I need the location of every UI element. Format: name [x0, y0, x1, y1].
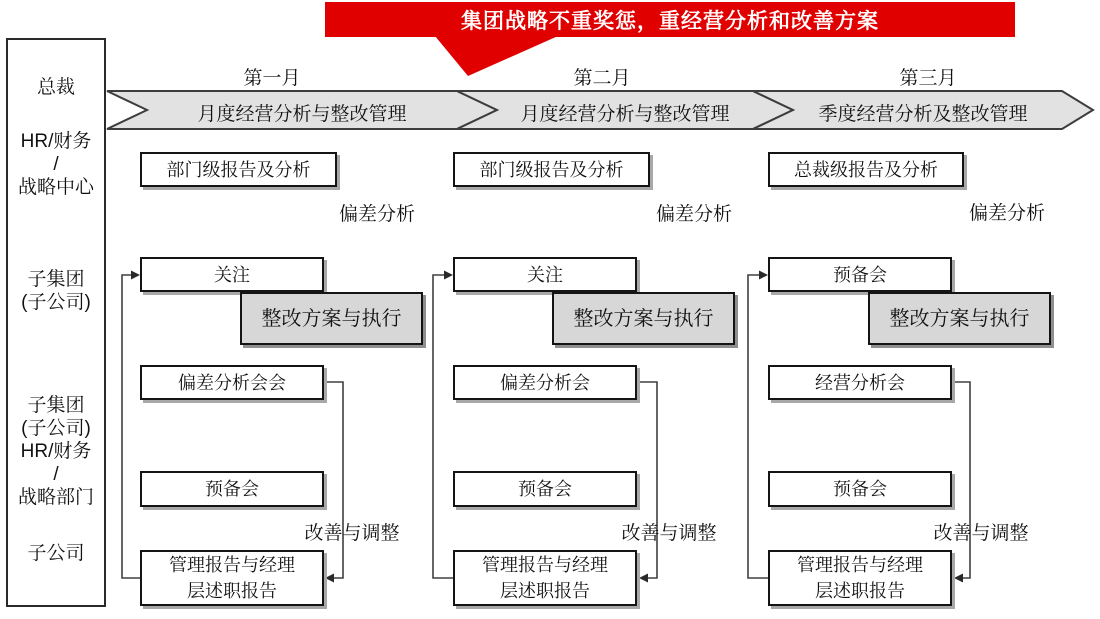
down-line-col3 [952, 382, 970, 578]
role-line: 战略中心 [17, 177, 94, 198]
adjust-label-col3: 改善与调整 [933, 523, 1029, 544]
improvement-box-col3: 整改方案与执行 [868, 292, 1051, 345]
month-header-2: 第二月 [573, 68, 631, 89]
mgmt-report-line1: 管理报告与经理 [797, 555, 923, 575]
month-header-1: 第一月 [243, 68, 301, 89]
role-subgroup [8, 268, 104, 314]
role-line: 子集团 [27, 269, 85, 290]
role-line: / [53, 154, 59, 175]
phase-band-label-3: 季度经营分析及整改管理 [818, 104, 1028, 125]
role-line: HR/财务 [20, 131, 92, 152]
prep-meeting-box-col3: 预备会 [768, 471, 952, 507]
report-box-col1: 部门级报告及分析 [140, 152, 337, 187]
prep-meeting-box-col2: 预备会 [453, 471, 637, 507]
arrowhead-into-focus-col2 [444, 271, 453, 280]
focus-box-col2: 关注 [453, 257, 637, 292]
report-box-col2: 部门级报告及分析 [453, 152, 650, 187]
role-line: (子公司) [21, 418, 91, 439]
role-hr-strategy-center [8, 130, 104, 199]
role-subgroup-hr-strategy-dept [8, 394, 104, 509]
feedback-line-col1 [122, 275, 140, 578]
mgmt-report-line1: 管理报告与经理 [169, 555, 295, 575]
headline-banner: 集团战略不重奖惩，重经营分析和改善方案 [325, 2, 1015, 37]
feedback-line-col3 [748, 275, 768, 578]
month-header-3: 第三月 [899, 68, 957, 89]
role-line: 战略部门 [17, 487, 94, 508]
arrowhead-into-mgmt-col3 [954, 574, 963, 583]
mgmt-report-box-col1 [140, 550, 324, 606]
adjust-label-col2: 改善与调整 [621, 523, 717, 544]
adjust-label-col1: 改善与调整 [304, 523, 400, 544]
mgmt-report-line2: 层述职报告 [187, 581, 277, 601]
mgmt-report-box-col3 [768, 550, 952, 606]
feedback-line-col2 [433, 275, 453, 578]
phase-band-label-2: 月度经营分析与整改管理 [520, 104, 730, 125]
analysis-meeting-box-col3: 经营分析会 [768, 365, 952, 400]
phase-band-label-1: 月度经营分析与整改管理 [197, 104, 407, 125]
arrowhead-into-focus-col3 [759, 271, 768, 280]
down-line-col2 [637, 382, 657, 578]
mgmt-report-line2: 层述职报告 [815, 581, 905, 601]
analysis-meeting-box-col1: 偏差分析会会 [140, 365, 324, 400]
mgmt-report-line1: 管理报告与经理 [482, 555, 608, 575]
role-line: (子公司) [21, 292, 91, 313]
analysis-meeting-box-col2: 偏差分析会 [453, 365, 637, 400]
report-box-col3: 总裁级报告及分析 [768, 152, 964, 187]
prep-meeting-box-col1: 预备会 [140, 471, 324, 507]
arrowhead-into-mgmt-col2 [639, 574, 648, 583]
role-subsidiary: 子公司 [27, 543, 85, 564]
improvement-box-col2: 整改方案与执行 [552, 292, 735, 345]
deviation-label-col3: 偏差分析 [968, 203, 1045, 224]
mgmt-report-line2: 层述职报告 [500, 581, 590, 601]
mgmt-report-box-col2 [453, 550, 637, 606]
focus-box-col3: 预备会 [768, 257, 952, 292]
arrowhead-into-mgmt-col1 [325, 574, 334, 583]
down-line-col1 [323, 382, 343, 578]
role-line: 子集团 [27, 395, 85, 416]
focus-box-col1: 关注 [140, 257, 324, 292]
roles-sidebar [6, 38, 106, 607]
deviation-label-col2: 偏差分析 [655, 204, 732, 225]
arrowhead-into-focus-col1 [131, 271, 140, 280]
role-line: HR/财务 [20, 441, 92, 462]
improvement-box-col1: 整改方案与执行 [240, 292, 423, 345]
role-president: 总裁 [36, 77, 75, 98]
role-line: / [53, 464, 59, 485]
deviation-label-col1: 偏差分析 [338, 204, 415, 225]
